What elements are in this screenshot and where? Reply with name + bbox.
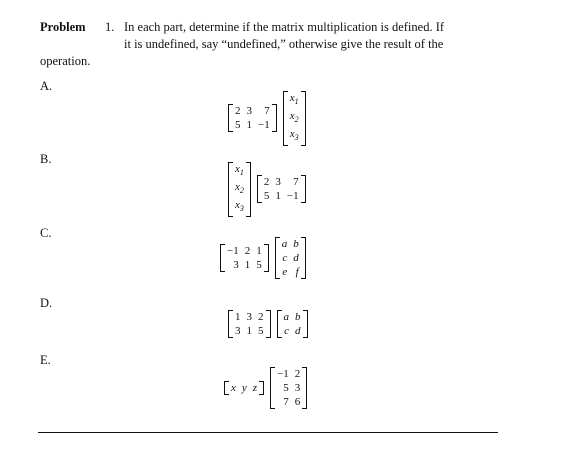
matrix-cell: $x_1$ — [289, 92, 299, 107]
problem-heading: Problem — [40, 20, 86, 34]
matrix-cell: 7 — [264, 105, 270, 118]
matrix-cell: 7 — [293, 176, 299, 189]
matrix-cell: 6 — [294, 396, 301, 408]
matrix-cell: c — [284, 325, 289, 337]
matrix-cell: d — [295, 325, 301, 337]
matrix-cell: $x_2$ — [235, 181, 244, 196]
matrix-cell: 2 — [294, 368, 301, 380]
matrix-cell: −1 — [277, 368, 289, 380]
matrix-cell: 3 — [246, 105, 252, 118]
matrix-cell: z — [252, 382, 258, 394]
part-e-label: E. — [40, 353, 51, 367]
matrix — [224, 381, 264, 395]
matrix-cell: b — [295, 311, 301, 323]
matrix-cell: c — [282, 252, 288, 264]
matrix — [283, 91, 306, 146]
matrix-cell: 5 — [256, 259, 262, 271]
matrix-cell: 5 — [258, 325, 264, 337]
matrix-cell: 1 — [246, 325, 252, 337]
matrix-cell: 3 — [233, 259, 239, 271]
part-d-expression — [228, 310, 308, 338]
matrix-cell: −1 — [286, 190, 299, 203]
matrix — [277, 310, 308, 338]
problem-number: 1. — [105, 20, 115, 34]
matrix-cell: 1 — [275, 190, 281, 203]
matrix-cell: a — [283, 311, 289, 323]
matrix-cell: b — [293, 238, 299, 250]
bottom-rule — [38, 432, 498, 433]
matrix-cell: 2 — [235, 105, 241, 118]
matrix-cell: x — [231, 382, 236, 394]
matrix-cell: 5 — [283, 382, 289, 394]
part-b-expression — [228, 162, 306, 217]
matrix-cell: 2 — [244, 245, 251, 257]
matrix-cell: e — [282, 266, 288, 278]
part-c-label: C. — [40, 226, 52, 240]
matrix-cell: d — [293, 252, 299, 264]
matrix-cell: y — [241, 382, 247, 394]
part-c-expression — [220, 237, 306, 279]
problem-line-2: it is undefined, say “undefined,” otherwise give the result of the — [124, 37, 444, 51]
matrix-cell: 7 — [283, 396, 289, 408]
part-e-expression — [224, 367, 307, 409]
part-b-label: B. — [40, 152, 52, 166]
part-a-label: A. — [40, 79, 53, 93]
matrix — [275, 237, 306, 279]
matrix-cell: 2 — [263, 176, 270, 189]
matrix-cell: 5 — [263, 190, 270, 203]
matrix-cell: 1 — [256, 245, 262, 257]
matrix-cell: 3 — [294, 382, 301, 394]
matrix — [228, 162, 251, 217]
matrix-cell: $x_2$ — [289, 110, 299, 125]
matrix-cell: f — [295, 266, 299, 278]
matrix-cell: 1 — [235, 311, 241, 323]
matrix-cell: 1 — [244, 259, 251, 271]
matrix-cell: a — [281, 238, 288, 250]
matrix — [270, 367, 307, 409]
matrix-cell: $x_1$ — [235, 163, 244, 178]
matrix-cell: 3 — [235, 325, 241, 337]
matrix-cell: $x_3$ — [235, 199, 244, 214]
matrix — [257, 175, 306, 203]
matrix — [228, 104, 277, 132]
part-a-expression — [228, 91, 306, 146]
matrix-cell: 5 — [235, 119, 241, 132]
matrix — [228, 310, 271, 338]
matrix-cell: 3 — [246, 311, 252, 323]
matrix-cell: −1 — [258, 119, 270, 132]
matrix-cell: −1 — [227, 245, 239, 257]
problem-line-1: In each part, determine if the matrix multiplication is defined. If — [124, 20, 445, 34]
matrix-cell: 1 — [246, 119, 252, 132]
problem-line-3: operation. — [40, 54, 91, 68]
part-d-label: D. — [40, 296, 53, 310]
matrix-cell: 3 — [275, 176, 281, 189]
matrix-cell: 2 — [258, 311, 264, 323]
matrix-cell: $x_3$ — [289, 128, 299, 143]
matrix — [220, 244, 269, 272]
